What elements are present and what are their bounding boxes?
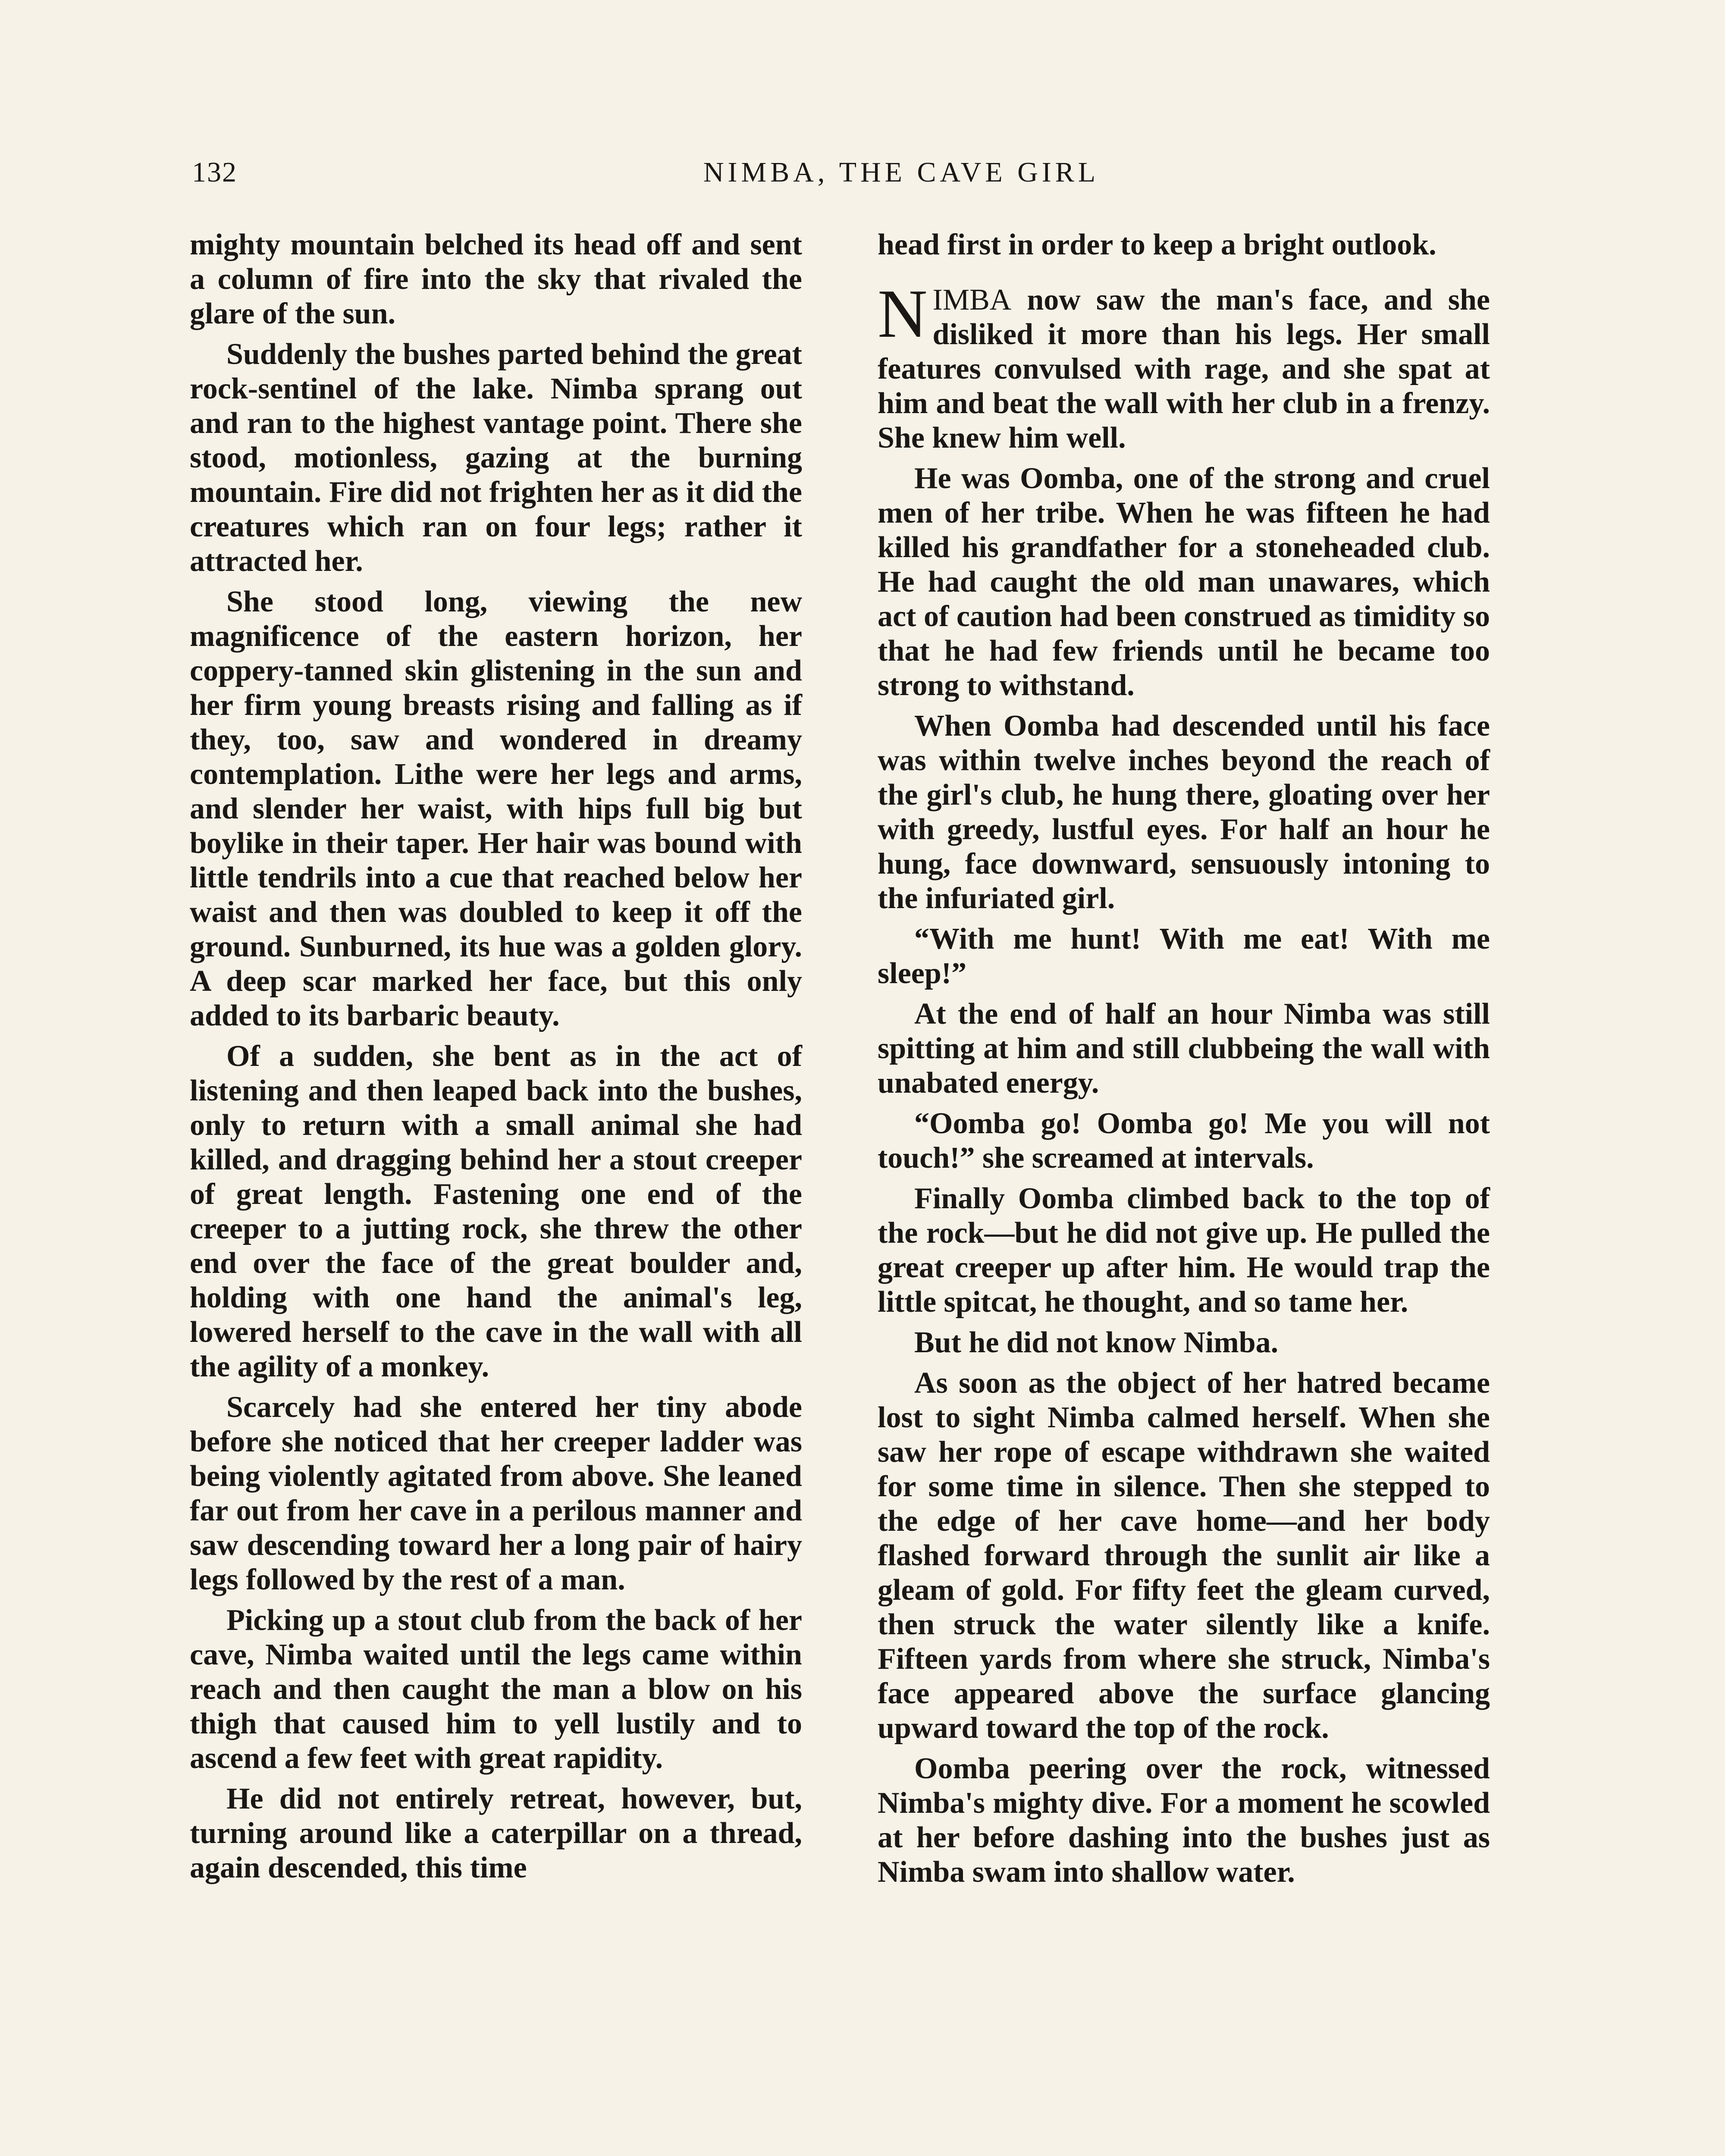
drop-cap: N xyxy=(878,275,928,352)
paragraph-text: now saw the man's face, and she disliked it more than his legs. Her small features convulsed with rage, and she spat at him and beat the wall with her club in a frenzy. She knew him well. xyxy=(878,283,1490,454)
paragraph: Picking up a stout club from the back of her cave, Nimba waited until the legs came within reach and then caught the man a blow on his thigh that caused him to yell lustily and to ascend a few feet with great rapidity. xyxy=(190,1604,802,1775)
running-head: NIMBA, THE CAVE GIRL xyxy=(703,157,1100,188)
right-column xyxy=(878,228,1490,1896)
paragraph: He was Oomba, one of the strong and cruel men of her tribe. When he was fifteen he had killed his grandfather for a stoneheaded club. He had caught the old man unawares, which act of caution had been construed as timidity so that he had few friends until he became too strong to withstand. xyxy=(878,462,1490,702)
paragraph: At the end of half an hour Nimba was still spitting at him and still clubbeing the wall with unabated energy. xyxy=(878,997,1490,1100)
paragraph: But he did not know Nimba. xyxy=(914,1326,1279,1359)
paragraph: head first in order to keep a bright outlook. xyxy=(878,228,1436,261)
dropcap-paragraph xyxy=(878,275,1490,455)
left-column xyxy=(190,228,802,1891)
paragraph: Of a sudden, she bent as in the act of listening and then leaped back into the bushes, only to return with a small animal she had killed, and dragging behind her a stout creeper of great length. Fastening one end of the creeper to a jutting rock, she threw the other end over the face of the great boulder and, holding with one hand the animal's leg, lowered herself to the cave in the wall with all the agility of a monkey. xyxy=(190,1040,802,1383)
page-header xyxy=(0,156,1725,195)
paragraph: When Oomba had descended until his face was within twelve inches beyond the reach of the girl's club, he hung there, gloating over her with greedy, lustful eyes. For half an hour he hung, face downward, sensuously intoning to the infuriated girl. xyxy=(878,709,1490,915)
paragraph: Scarcely had she entered her tiny abode before she noticed that her creeper ladder was being violently agitated from above. She leaned far out from her cave in a perilous manner and saw descending toward her a long pair of hairy legs followed by the rest of a man. xyxy=(190,1391,802,1596)
page-number: 132 xyxy=(192,157,237,188)
paragraph: mighty mountain belched its head off and sent a column of fire into the sky that rivaled the glare of the sun. xyxy=(190,228,802,330)
paragraph: “Oomba go! Oomba go! Me you will not touch!” she screamed at intervals. xyxy=(878,1107,1490,1175)
paragraph: “With me hunt! With me eat! With me sleep!” xyxy=(878,922,1490,990)
paragraph: Suddenly the bushes parted behind the great rock-sentinel of the lake. Nimba sprang out and ran to the highest vantage point. There she stood, motionless, gazing at the burning mountain. Fire did not frighten her as it did the creatures which ran on four legs; rather it attracted her. xyxy=(190,338,802,578)
paragraph: As soon as the object of her hatred became lost to sight Nimba calmed herself. When she saw her rope of escape withdrawn she waited for some time in silence. Then she stepped to the edge of her cave home—and her body flashed forward through the sunlit air like a gleam of gold. For fifty feet the gleam curved, then struck the water silently like a knife. Fifteen yards from where she struck, Nimba's face appeared above the surface glancing upward toward the top of the rock. xyxy=(878,1366,1490,1745)
paragraph: She stood long, viewing the new magnificence of the eastern horizon, her coppery-tanned skin glistening in the sun and her firm young breasts rising and falling as if they, too, saw and wondered in dreamy contemplation. Lithe were her legs and arms, and slender her waist, with hips full big but boylike in their taper. Her hair was bound with little tendrils into a cue that reached below her waist and then was doubled to keep it off the ground. Sunburned, its hue was a golden glory. A deep scar marked her face, but this only added to its barbaric beauty. xyxy=(190,585,802,1032)
paragraph: He did not entirely retreat, however, but, turning around like a caterpillar on a thread, again descended, this time xyxy=(190,1782,802,1884)
paragraph: Oomba peering over the rock, witnessed Nimba's mighty dive. For a moment he scowled at her before dashing into the bushes just as Nimba swam into shallow water. xyxy=(878,1752,1490,1889)
paragraph: Finally Oomba climbed back to the top of the rock—but he did not give up. He pulled the great creeper up after him. He would trap the little spitcat, he thought, and so tame her. xyxy=(878,1182,1490,1319)
drop-cap-word: IMBA xyxy=(932,283,1012,317)
